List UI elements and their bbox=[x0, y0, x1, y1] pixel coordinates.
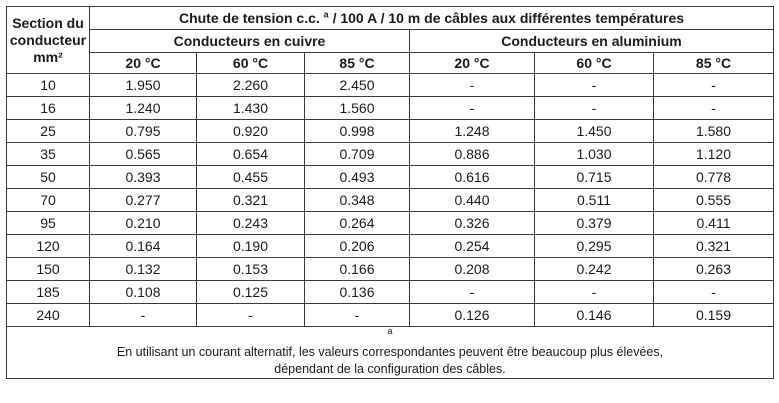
section-cell: 35 bbox=[7, 143, 90, 166]
copper-value-cell: 0.125 bbox=[197, 281, 305, 304]
footnote-line1 bbox=[7, 327, 773, 361]
copper-value-cell: - bbox=[305, 304, 410, 327]
table-row bbox=[7, 235, 774, 258]
temperature-header-row bbox=[7, 53, 774, 74]
section-cell: 10 bbox=[7, 74, 90, 97]
copper-value-cell: 1.430 bbox=[197, 97, 305, 120]
voltage-drop-table bbox=[6, 6, 774, 379]
aluminium-value-cell: - bbox=[410, 281, 535, 304]
copper-value-cell: 0.190 bbox=[197, 235, 305, 258]
aluminium-temp-header: 60 °C bbox=[535, 53, 654, 74]
aluminium-value-cell: 1.030 bbox=[535, 143, 654, 166]
copper-value-cell: 0.153 bbox=[197, 258, 305, 281]
copper-value-cell: 1.240 bbox=[90, 97, 197, 120]
aluminium-value-cell: 0.254 bbox=[410, 235, 535, 258]
copper-value-cell: 0.493 bbox=[305, 166, 410, 189]
copper-value-cell: 0.565 bbox=[90, 143, 197, 166]
copper-value-cell: 2.260 bbox=[197, 74, 305, 97]
copper-value-cell: 0.206 bbox=[305, 235, 410, 258]
table-row bbox=[7, 212, 774, 235]
copper-temp-header: 60 °C bbox=[197, 53, 305, 74]
copper-value-cell: 0.321 bbox=[197, 189, 305, 212]
copper-value-cell: 0.795 bbox=[90, 120, 197, 143]
aluminium-value-cell: 0.146 bbox=[535, 304, 654, 327]
copper-value-cell: 0.136 bbox=[305, 281, 410, 304]
aluminium-value-cell: 0.555 bbox=[654, 189, 774, 212]
copper-value-cell: 0.108 bbox=[90, 281, 197, 304]
aluminium-value-cell: - bbox=[410, 97, 535, 120]
aluminium-value-cell: - bbox=[654, 97, 774, 120]
section-cell: 25 bbox=[7, 120, 90, 143]
aluminium-value-cell: 0.159 bbox=[654, 304, 774, 327]
copper-value-cell: 0.243 bbox=[197, 212, 305, 235]
copper-value-cell: 0.132 bbox=[90, 258, 197, 281]
copper-value-cell: 1.950 bbox=[90, 74, 197, 97]
aluminium-value-cell: 0.208 bbox=[410, 258, 535, 281]
table-row bbox=[7, 281, 774, 304]
copper-value-cell: 0.455 bbox=[197, 166, 305, 189]
table-row bbox=[7, 166, 774, 189]
copper-value-cell: 0.920 bbox=[197, 120, 305, 143]
copper-value-cell: 0.264 bbox=[305, 212, 410, 235]
aluminium-value-cell: 0.886 bbox=[410, 143, 535, 166]
aluminium-value-cell: 1.120 bbox=[654, 143, 774, 166]
aluminium-value-cell: 1.580 bbox=[654, 120, 774, 143]
aluminium-value-cell: 0.616 bbox=[410, 166, 535, 189]
table-row bbox=[7, 304, 774, 327]
aluminium-group-header: Conducteurs en aluminium bbox=[410, 30, 774, 53]
table-title-text-end: / 100 A / 10 m de câbles aux différentes températures bbox=[328, 10, 685, 26]
aluminium-temp-header: 85 °C bbox=[654, 53, 774, 74]
copper-value-cell: 0.709 bbox=[305, 143, 410, 166]
table-row bbox=[7, 143, 774, 166]
footnote bbox=[7, 327, 774, 379]
copper-value-cell: 0.654 bbox=[197, 143, 305, 166]
table-title-text: Chute de tension c.c. bbox=[178, 10, 324, 26]
aluminium-value-cell: 0.511 bbox=[535, 189, 654, 212]
aluminium-value-cell: 0.715 bbox=[535, 166, 654, 189]
copper-value-cell: 1.560 bbox=[305, 97, 410, 120]
copper-value-cell: 0.166 bbox=[305, 258, 410, 281]
section-header-line3: mm² bbox=[33, 48, 63, 65]
copper-value-cell: 0.393 bbox=[90, 166, 197, 189]
aluminium-value-cell: 0.411 bbox=[654, 212, 774, 235]
aluminium-temp-header: 20 °C bbox=[410, 53, 535, 74]
copper-value-cell: - bbox=[197, 304, 305, 327]
aluminium-value-cell: - bbox=[535, 281, 654, 304]
footnote-marker: a bbox=[387, 326, 393, 336]
copper-value-cell: 2.450 bbox=[305, 74, 410, 97]
aluminium-value-cell: 1.248 bbox=[410, 120, 535, 143]
aluminium-value-cell: 0.126 bbox=[410, 304, 535, 327]
section-cell: 70 bbox=[7, 189, 90, 212]
copper-value-cell: 0.210 bbox=[90, 212, 197, 235]
aluminium-value-cell: 0.326 bbox=[410, 212, 535, 235]
aluminium-value-cell: 0.778 bbox=[654, 166, 774, 189]
copper-temp-header: 20 °C bbox=[90, 53, 197, 74]
aluminium-value-cell: - bbox=[654, 281, 774, 304]
section-cell: 150 bbox=[7, 258, 90, 281]
aluminium-value-cell: 0.379 bbox=[535, 212, 654, 235]
section-column-header bbox=[7, 7, 90, 74]
title-footnote-marker: a bbox=[323, 9, 329, 20]
table-row bbox=[7, 120, 774, 143]
footnote-line1-text: En utilisant un courant alternatif, les valeurs correspondantes peuvent être beaucoup plus élevées, bbox=[116, 345, 664, 359]
aluminium-value-cell: 0.295 bbox=[535, 235, 654, 258]
table-title bbox=[90, 7, 774, 30]
aluminium-value-cell: 1.450 bbox=[535, 120, 654, 143]
table-body bbox=[7, 74, 774, 327]
aluminium-value-cell: - bbox=[654, 74, 774, 97]
aluminium-value-cell: - bbox=[535, 74, 654, 97]
copper-value-cell: 0.998 bbox=[305, 120, 410, 143]
table-row bbox=[7, 97, 774, 120]
section-cell: 185 bbox=[7, 281, 90, 304]
table-row bbox=[7, 189, 774, 212]
copper-value-cell: 0.164 bbox=[90, 235, 197, 258]
aluminium-value-cell: 0.242 bbox=[535, 258, 654, 281]
table-row bbox=[7, 258, 774, 281]
copper-value-cell: 0.277 bbox=[90, 189, 197, 212]
section-header-line1: Section du bbox=[12, 14, 84, 31]
section-cell: 95 bbox=[7, 212, 90, 235]
copper-group-header: Conducteurs en cuivre bbox=[90, 30, 410, 53]
voltage-drop-table-container bbox=[6, 6, 774, 379]
section-header-line2: conducteur bbox=[9, 31, 87, 48]
aluminium-value-cell: 0.440 bbox=[410, 189, 535, 212]
copper-temp-header: 85 °C bbox=[305, 53, 410, 74]
aluminium-value-cell: 0.263 bbox=[654, 258, 774, 281]
aluminium-value-cell: - bbox=[535, 97, 654, 120]
copper-value-cell: 0.348 bbox=[305, 189, 410, 212]
footnote-line2: dépendant de la configuration des câbles. bbox=[274, 362, 506, 376]
section-cell: 16 bbox=[7, 97, 90, 120]
copper-value-cell: - bbox=[90, 304, 197, 327]
aluminium-value-cell: - bbox=[410, 74, 535, 97]
section-cell: 120 bbox=[7, 235, 90, 258]
table-row bbox=[7, 74, 774, 97]
aluminium-value-cell: 0.321 bbox=[654, 235, 774, 258]
section-cell: 50 bbox=[7, 166, 90, 189]
section-cell: 240 bbox=[7, 304, 90, 327]
